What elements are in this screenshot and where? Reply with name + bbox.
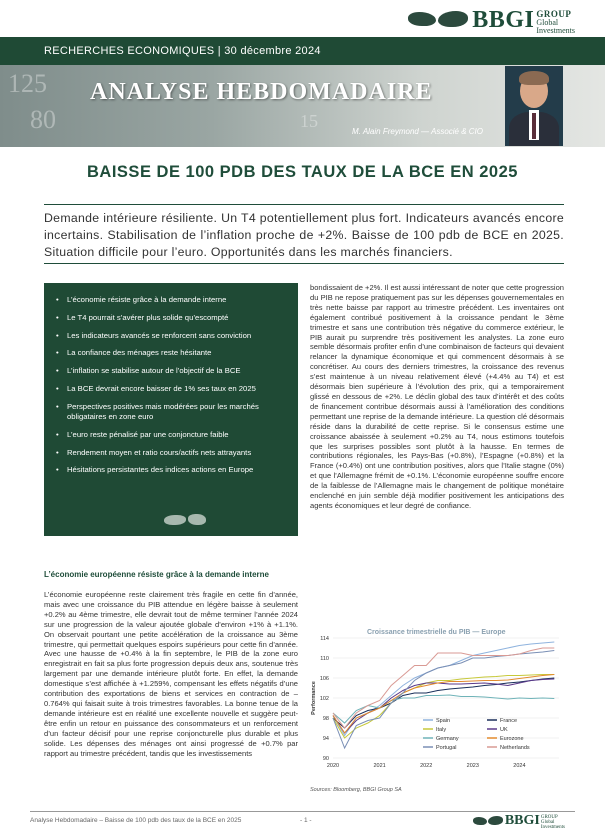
section-heading: L’économie européenne résiste grâce à la demande interne (44, 570, 269, 579)
key-point-item: • La confiance des ménages reste hésitante (56, 348, 292, 358)
y-tick-label: 98 (322, 716, 329, 722)
key-point-item: • Les indicateurs avancés se renforcent sans conviction (56, 331, 292, 341)
decor-numbers: 15 (300, 111, 318, 131)
brand-group-line3: Investments (536, 26, 575, 35)
decor-numbers: 80 (30, 105, 56, 134)
key-point-item: • La BCE devrait encore baisser de 1% ses taux en 2025 (56, 384, 292, 394)
brand-name: BBGI (472, 7, 535, 33)
x-tick-label: 2020 (326, 763, 340, 769)
body-column-left: L’économie européenne reste clairement très fragile en cette fin d’année, mais avec une croissance du PIB attendue en légère baisse à seulement +0.2% au 4ème trimestre, elle devrait tout de même terminer l’année 2024 sur une progression de la valeur ajoutée globale d’environ +1% à +1.1%. On observait pourtant une petite accélération de la croissance au 3ème trimestre, qui permettait quelques espoirs supérieurs pour cette fin d’année. Avec une hausse de +0.4% à la fin septembre, le PIB de la zone euro enregistrait en fait sa plus forte progression depuis deux ans, soutenue très largement par une demande intérieure plutôt forte. En effet, la demande domestique s’est affichée à +1.259%, compensant les effets négatifs d’une contribution des exportations de biens et services en contraction de –0.764% qui faisait suite à trois trimestres favorables. La bonne tenue de la demande intérieure est en réalité une excellente nouvelle et suggère peut-être enfin un retour en puissance des consommateurs et un renforcement d’un facteur décisif pour une reprise conjoncturelle plus durable et plus solide. Les dépenses des ménages ont ainsi progressé de +0.7% par rapport au trimestre précédent, tandis que les investissements (44, 590, 298, 758)
y-axis-label: Performance (311, 681, 317, 715)
legend-label: France (500, 718, 518, 724)
series-line-netherlands (333, 648, 554, 728)
banner-text: RECHERCHES ECONOMIQUES | 30 décembre 2024 (44, 45, 321, 57)
footer-group-line3: Investments (540, 825, 565, 830)
footer-text: Analyse Hebdomadaire – Baisse de 100 pdb des taux de la BCE en 2025 (30, 817, 242, 824)
footer-divider (30, 811, 575, 812)
y-tick-label: 102 (319, 696, 329, 702)
brand-group-line1: GROUP (536, 9, 572, 19)
key-point-item: • Rendement moyen et ratio cours/actifs nets attrayants (56, 448, 292, 458)
footer-group-line2: Global (540, 820, 555, 825)
key-points-box (44, 283, 298, 536)
footer-brand-group (541, 815, 565, 830)
chart-source: Sources: Bloomberg, BBGI Group SA (310, 787, 402, 793)
legend-label: UK (500, 727, 508, 733)
chart-title: Croissance trimestrielle du PIB — Europe (367, 629, 506, 636)
legend-label: Spain (436, 718, 451, 724)
divider (44, 263, 564, 264)
section-banner (0, 37, 605, 65)
gdp-growth-chart (305, 628, 565, 788)
y-tick-label: 114 (320, 636, 329, 642)
decor-numbers: 125 (8, 69, 47, 98)
y-tick-label: 106 (319, 676, 329, 682)
footer-brand-name: BBGI (504, 813, 540, 828)
x-tick-label: 2022 (420, 763, 433, 769)
photo-tie (532, 113, 536, 139)
key-point-item: • Le T4 pourrait s’avérer plus solide qu’escompté (56, 313, 292, 323)
brand-group (536, 10, 575, 35)
author: M. Alain Freymond — Associé & CIO (352, 127, 483, 136)
body-column-right: bondissaient de +2%. Il est aussi intéressant de noter que cette progression du PIB ne repose pratiquement pas sur les dépenses gouvernementales en très nette baisse par rapport au trimestre précédent. Les inventaires ont également contribué positivement à la croissance pendant le 3ème trimestre et sans une contribution très négative du commerce extérieur, le PIB aurait pu surprendre très positivement les analystes. La zone euro semble désormais profiter enfin d’une combinaison de facteurs qui devaient relancer la dynamique économique et qui commencent désormais à se concrétiser. Au cours des derniers trimestres, la croissance des revenus s’est maintenue à un niveau relativement élevé (+4.4% au T4) et est désormais bien supérieure à l’évolution des prix, qui a temporairement glissé en dessous de +2%. Le déclin global des taux d’intérêt et des coûts de financement contribue désormais aussi à l’amélioration des conditions permettant une reprise de la demande intérieure. La question clé désormais réside dans la durabilité de cette reprise. Si le consensus estime une croissance abaissée à seulement +0.2% au T4, nous estimons toutefois que les surprises possibles sont plutôt à la hausse. En termes de contributions régionales, les Pays-Bas (+0.8%), l’Espagne (+0.8%) et la France (+0.4%) ont une contribution positives, alors que l’Italie stagne (0%) et que l’Allemagne frémit de +0.1%. L’économie européenne souffre encore de la faiblesse de l’Allemagne mais le changement de politique monétaire enclenché en juin semble déjà modifier positivement les anticipations des agents économiques et leur degré de confiance. (310, 283, 564, 510)
key-points-list (44, 283, 298, 476)
series-line-portugal (333, 651, 554, 749)
brand-logo (408, 8, 575, 35)
bear-icon (488, 816, 503, 825)
legend-label: Italy (436, 727, 447, 733)
page-title: BAISSE DE 100 PDB DES TAUX DE LA BCE EN 2025 (87, 163, 518, 181)
bull-icon (473, 817, 487, 825)
y-tick-label: 110 (320, 656, 329, 662)
footer-group-line1: GROUP (540, 815, 558, 820)
x-tick-label: 2024 (513, 763, 526, 769)
legend-label: Germany (436, 736, 459, 742)
y-tick-label: 94 (322, 736, 329, 742)
key-point-item: • L’inflation se stabilise autour de l’objectif de la BCE (56, 366, 292, 376)
legend-label: Portugal (436, 745, 457, 751)
page-number: - 1 - (300, 817, 312, 824)
y-tick-label: 90 (322, 756, 329, 762)
photo-hair (519, 71, 549, 85)
x-tick-label: 2023 (466, 763, 479, 769)
key-point-item: • L’économie résiste grâce à la demande interne (56, 295, 292, 305)
bull-icon (408, 12, 436, 26)
x-tick-label: 2021 (373, 763, 386, 769)
legend-label: Netherlands (500, 745, 530, 751)
brand-group-line2: Global (536, 18, 559, 27)
bear-icon (188, 514, 206, 525)
bear-icon (438, 11, 468, 27)
divider (44, 204, 564, 205)
bull-icon (164, 515, 186, 525)
key-point-item: • L’euro reste pénalisé par une conjoncture faible (56, 430, 292, 440)
author-photo (505, 66, 563, 146)
footer-logo (473, 814, 565, 830)
legend-label: Eurozone (500, 736, 524, 742)
lead-paragraph: Demande intérieure résiliente. Un T4 potentiellement plus fort. Indicateurs avancés encore incertains. Stabilisation de l’inflation proche de +2%. Baisse de 100 pdb de BCE en 2025. Situation difficile pour l’euro. Opportunités dans les marchés financiers. (44, 211, 564, 259)
key-point-item: • Hésitations persistantes des indices actions en Europe (56, 465, 292, 475)
hero-title: ANALYSE HEBDOMADAIRE (90, 79, 433, 105)
key-point-item: • Perspectives positives mais modérées pour les marchés obligataires en zone euro (56, 402, 292, 422)
